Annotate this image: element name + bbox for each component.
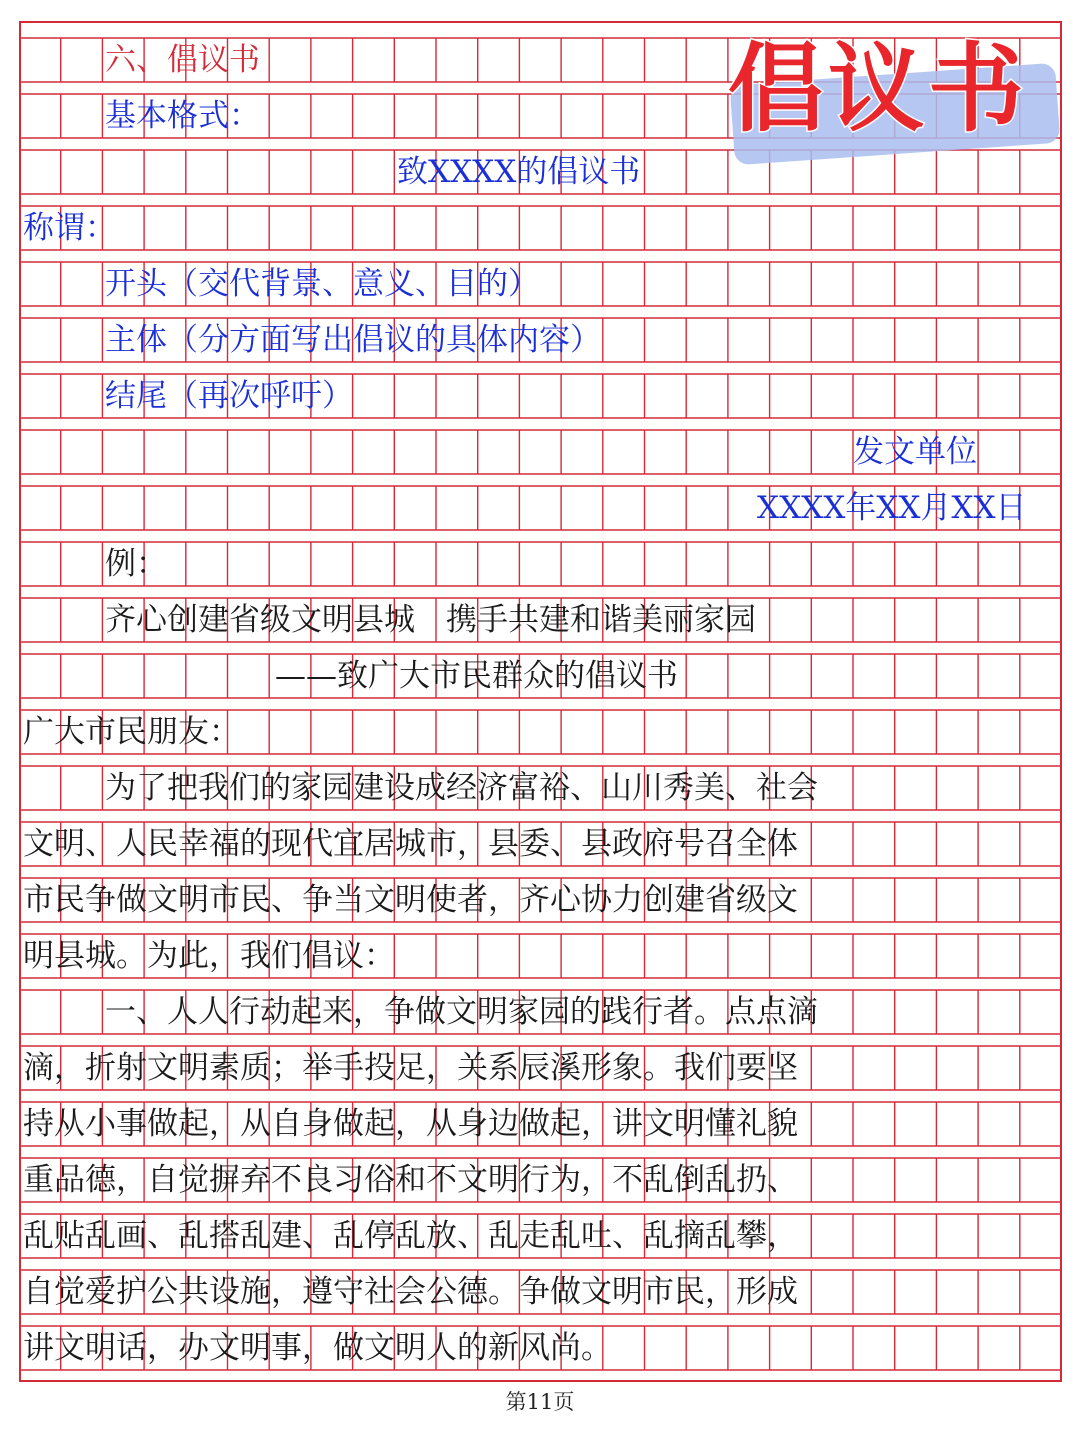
- title-stamp-text: 倡议书: [728, 33, 1028, 145]
- example-label: 例：: [105, 546, 167, 582]
- paragraph-line: 为了把我们的家园建设成经济富裕、山川秀美、社会: [105, 770, 818, 806]
- page-number: 第11页: [505, 1390, 575, 1414]
- paragraph-line: 持从小事做起，从自身做起，从身边做起，讲文明懂礼貌: [23, 1106, 798, 1142]
- paragraph-line: 明县城。为此，我们倡议：: [23, 938, 395, 974]
- example-title: 齐心创建省级文明县城 携手共建和谐美丽家园: [105, 602, 756, 638]
- example-salutation: 广大市民朋友：: [23, 714, 240, 750]
- paragraph-line: 文明、人民幸福的现代宜居城市，县委、县政府号召全体: [23, 826, 798, 862]
- paragraph-line: 市民争做文明市民、争当文明使者，齐心协力创建省级文: [23, 882, 798, 918]
- format-body: 主体（分方面写出倡议的具体内容）: [105, 322, 601, 358]
- paragraph-line: 自觉爱护公共设施，遵守社会公德。争做文明市民，形成: [23, 1274, 798, 1310]
- section-heading: 六、倡议书: [105, 42, 260, 78]
- paragraph-line: 重品德，自觉摒弃不良习俗和不文明行为，不乱倒乱扔、: [23, 1162, 798, 1198]
- paragraph-line: 讲文明话，办文明事，做文明人的新风尚。: [23, 1330, 612, 1366]
- format-salutation: 称谓：: [23, 210, 116, 246]
- paragraph-line: 一、人人行动起来，争做文明家园的践行者。点点滴: [105, 994, 818, 1030]
- format-doc-title: 致XXXX的倡议书: [397, 154, 641, 190]
- format-label: 基本格式：: [105, 98, 260, 134]
- format-date: XXXX年XX月XX日: [757, 490, 1027, 526]
- format-opening: 开头（交代背景、意义、目的）: [105, 266, 539, 302]
- paragraph-line: 乱贴乱画、乱搭乱建、乱停乱放、乱走乱吐、乱摘乱攀，: [23, 1218, 798, 1254]
- paragraph-line: 滴，折射文明素质；举手投足，关系辰溪形象。我们要坚: [23, 1050, 798, 1086]
- example-subtitle: ——致广大市民群众的倡议书: [275, 658, 678, 694]
- format-issuer: 发文单位: [853, 434, 977, 470]
- format-ending: 结尾（再次呼吁）: [105, 378, 353, 414]
